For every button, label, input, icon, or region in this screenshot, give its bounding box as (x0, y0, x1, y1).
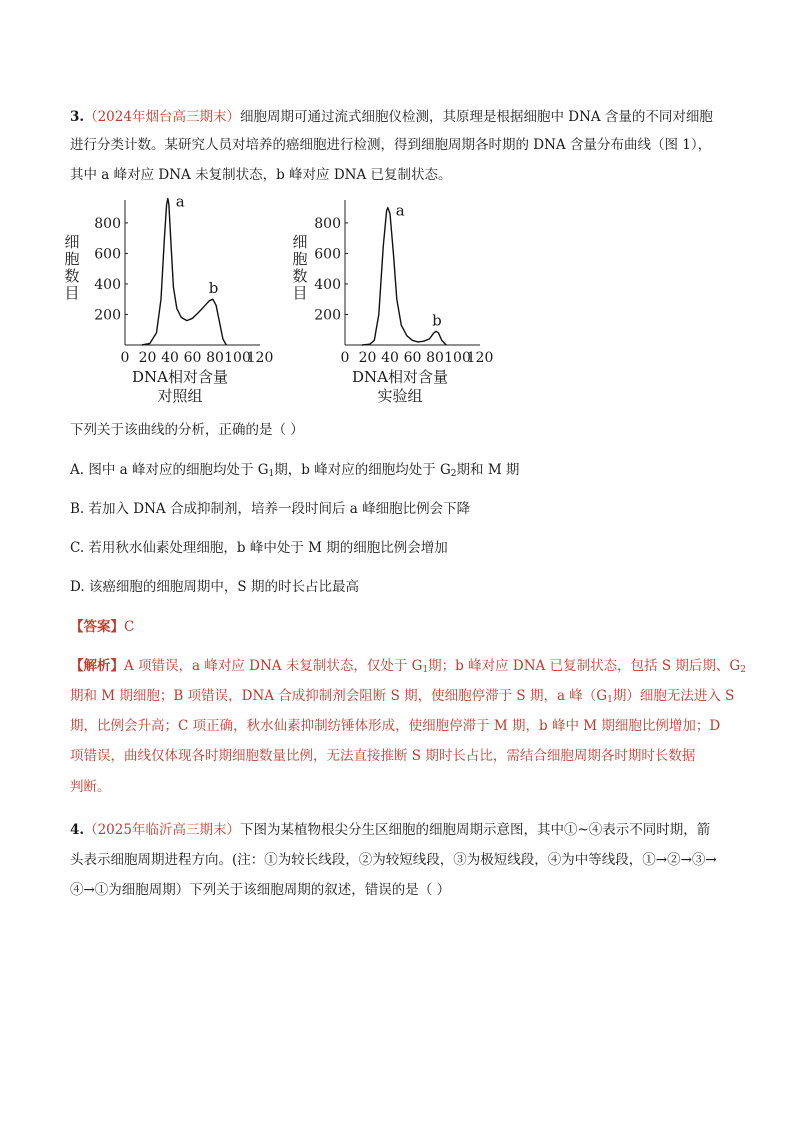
chart-1-x-label: DNA相对含量 (132, 368, 228, 386)
q4-source: （2025年临沂高三期末） (84, 822, 240, 838)
chart-1-peak-a-label: a (175, 192, 185, 211)
option-a-sub-1: 1 (268, 469, 275, 479)
q3-source: （2024年烟台高三期末） (84, 109, 240, 125)
q3-stem-line-3: 其中 a 峰对应 DNA 未复制状态，b 峰对应 DNA 已复制状态。 (70, 167, 452, 183)
chart-2-y-tick-label: 600 (314, 246, 341, 263)
chart-2-y-tick-label: 800 (314, 215, 341, 232)
q4-stem-line-2: 头表示细胞周期进程方向。(注：①为较长线段，②为较短线段，③为极短线段，④为中等线段，①→②→③→ (70, 852, 717, 868)
chart-2-caption: 实验组 (377, 387, 423, 405)
chart-1-y-label-char: 目 (64, 284, 80, 302)
q4-stem-text-1: 下图为某植物根尖分生区细胞的细胞周期示意图，其中①~④表示不同时期，箭 (239, 822, 711, 838)
chart-2-x-tick-label: 100 (444, 350, 471, 366)
option-a-text-3: 期和 M 期 (456, 462, 520, 478)
option-c: C. 若用秋水仙素处理细胞，b 峰中处于 M 期的细胞比例会增加 (70, 540, 448, 556)
q4-stem-line-3: ④→①为细胞周期）下列关于该细胞周期的叙述，错误的是（ ） (70, 882, 451, 898)
chart-1-y-label-char: 细 (64, 233, 80, 251)
chart-2-y-tick-label: 400 (314, 276, 341, 293)
analysis-2a: 期和 M 期细胞；B 项错误，DNA 合成抑制剂会阻断 S 期，使细胞停滞于 S 期，a 峰（G (70, 688, 608, 704)
chart-2-peak-a-label: a (395, 201, 405, 220)
q4-stem-line-1 (70, 820, 710, 840)
chart-1-x-tick-label: 40 (161, 350, 179, 366)
analysis-1-sub2: 2 (740, 665, 746, 675)
chart-1-x-tick-label: 80 (206, 350, 224, 366)
chart-1-y-tick-label: 600 (94, 246, 121, 263)
q3-stem-line-1 (70, 107, 713, 127)
chart-2-peak-b-label: b (432, 311, 442, 330)
chart-1-y-label-char: 数 (64, 267, 80, 285)
option-b: B. 若加入 DNA 合成抑制剂，培养一段时间后 a 峰细胞比例会下降 (70, 501, 471, 517)
analysis-2b: 期）细胞无法进入 S (612, 688, 735, 704)
q3-stem-text-1: 细胞周期可通过流式细胞仪检测，其原理是根据细胞中 DNA 含量的不同对细胞 (239, 109, 713, 125)
analysis-1b: 期；b 峰对应 DNA 已复制状态，包括 S 期后期、G (428, 658, 741, 674)
option-a-text-1: A. 图中 a 峰对应的细胞均处于 G (70, 462, 269, 478)
analysis-line-5: 判断。 (70, 779, 111, 795)
analysis-2-sub: 1 (607, 695, 613, 705)
q3-number: 3. (70, 109, 85, 125)
chart-1-y-tick-label: 400 (94, 276, 121, 293)
chart-2-y-label-char: 细 (292, 233, 308, 251)
chart-1-x-tick-label: 0 (120, 350, 130, 366)
dna-content-charts (60, 192, 520, 407)
chart-1-x-tick-label: 120 (246, 350, 274, 366)
chart-1-x-tick-label: 100 (224, 350, 251, 366)
chart-1-curve (142, 199, 226, 346)
analysis-line-3: 期，比例会升高；C 项正确，秋水仙素抑制纺锤体形成，使细胞停滞于 M 期，b 峰中 M 期细胞比例增加；D (70, 718, 721, 734)
option-a (70, 460, 519, 480)
chart-1-peak-b-label: b (208, 279, 219, 298)
chart-2-x-tick-label: 20 (358, 350, 377, 366)
chart-2-x-tick-label: 80 (426, 350, 444, 366)
option-a-text-2: 期，b 峰对应的细胞均处于 G (274, 462, 451, 478)
chart-2-x-label: DNA相对含量 (352, 368, 448, 386)
chart-1-x-tick-label: 60 (183, 350, 202, 366)
chart-2-x-tick-label: 60 (403, 350, 422, 366)
chart-2-y-tick-label: 200 (314, 307, 341, 324)
chart-1-y-label-char: 胞 (64, 250, 80, 268)
answer-label: 【答案】 (70, 619, 124, 635)
charts-svg (60, 192, 520, 407)
analysis-1a: A 项错误，a 峰对应 DNA 未复制状态，仅处于 G (124, 658, 423, 674)
chart-2-y-label-char: 胞 (292, 250, 308, 268)
chart-2-x-tick-label: 0 (340, 350, 350, 366)
chart-1-x-tick-label: 20 (138, 350, 157, 366)
chart-2-y-label-char: 数 (292, 267, 308, 285)
analysis-line-1 (70, 656, 746, 676)
answer-value: C (124, 619, 135, 635)
analysis-label: 【解析】 (70, 658, 124, 674)
chart-2-x-tick-label: 40 (381, 350, 399, 366)
analysis-line-2 (70, 686, 734, 706)
q3-stem-line-2: 进行分类计数。某研究人员对培养的癌细胞进行检测，得到细胞周期各时期的 DNA 含量分布曲线（图 1）， (70, 137, 712, 153)
chart-2-x-tick-label: 120 (466, 350, 494, 366)
chart-2-y-label-char: 目 (292, 284, 308, 302)
chart-1-caption: 对照组 (157, 387, 203, 405)
option-a-sub-2: 2 (450, 469, 457, 479)
chart-1-y-tick-label: 200 (94, 307, 121, 324)
option-d: D. 该癌细胞的细胞周期中，S 期的时长占比最高 (70, 579, 359, 595)
q3-question: 下列关于该曲线的分析，正确的是（ ） (70, 422, 304, 438)
analysis-1-sub: 1 (422, 665, 429, 675)
q4-number: 4. (70, 822, 85, 838)
analysis-line-4: 项错误，曲线仅体现各时期细胞数量比例，无法直接推断 S 期时长占比，需结合细胞周期各时期时长数据 (70, 748, 696, 764)
chart-1-y-tick-label: 800 (94, 215, 121, 232)
answer-line (70, 617, 134, 637)
